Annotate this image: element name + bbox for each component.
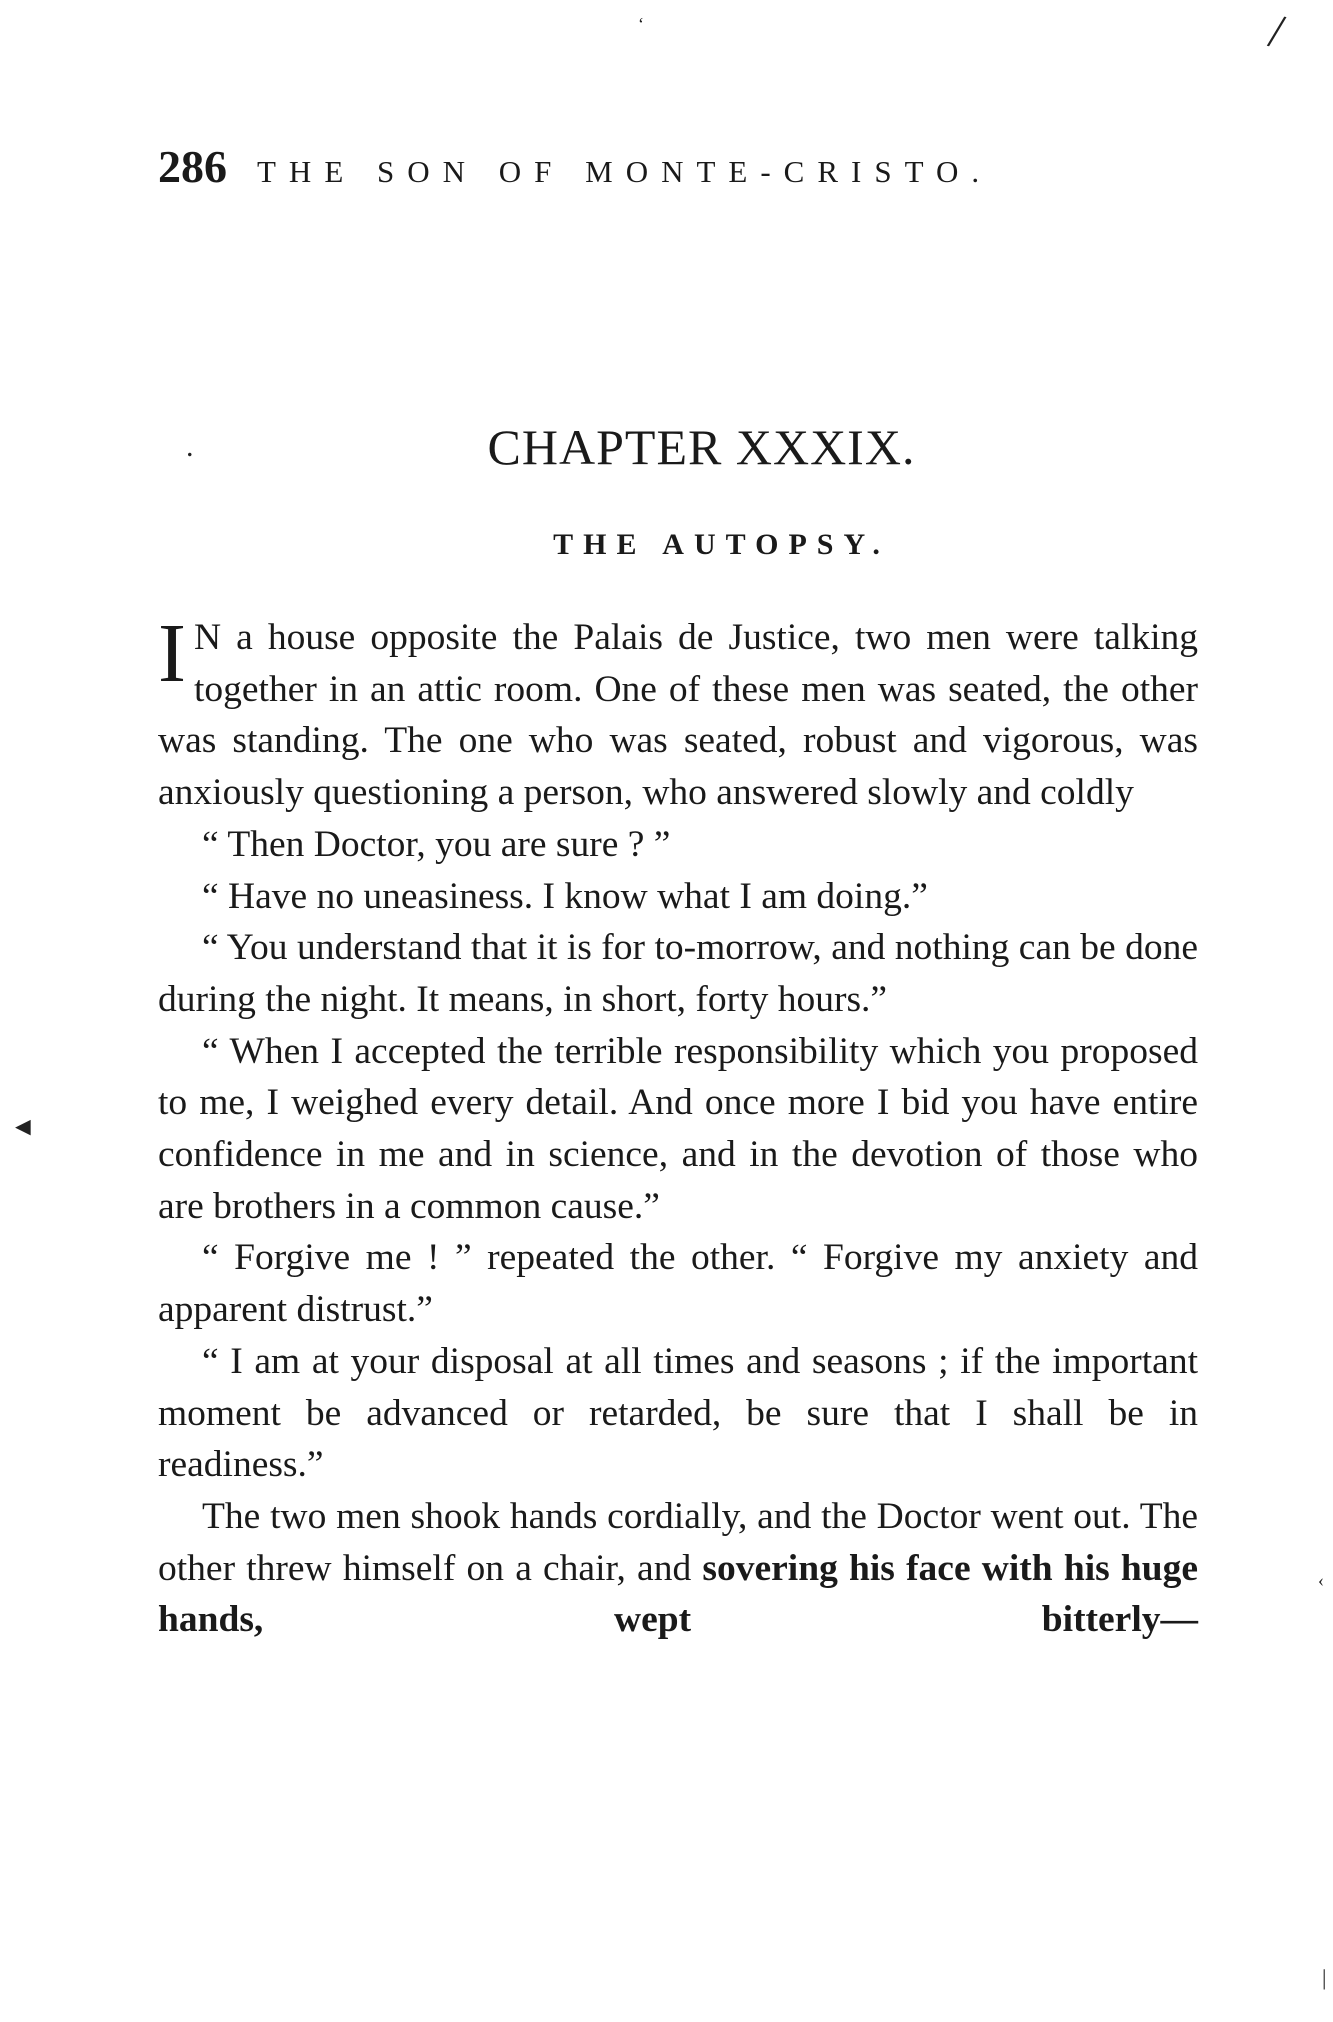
paragraph-5: “ When I accepted the terrible responsibility which you proposed to me, I weighed every detail. And once more I bid you have entire confidence in me and in science, and in the devotion of those who are brothers in a common cause.” (158, 1030, 1198, 1227)
scan-mark-top: ‘ (638, 14, 644, 34)
paragraph-7: “ I am at your disposal at all times and seasons ; if the important moment be advanced or retarded, be sure that I shall be in readiness.” (158, 1340, 1198, 1486)
scan-mark-bottom: | (1322, 1965, 1327, 1990)
running-head (158, 140, 1208, 200)
chapter-body (158, 607, 1199, 1646)
paragraph-3: “ Have no uneasiness. I know what I am doing.” (202, 875, 928, 917)
paragraph-text: N a house opposite the Palais de Justice, two men were talking together in an attic room. One of these men was seated, the other was standing. The one who was seated, robust and vigorous, was anxiously questioning a person, who answered slowly and coldly (158, 617, 1198, 814)
scan-mark-right: ‹ (1318, 1570, 1324, 1590)
chapter-heading: CHAPTER XXXIX. (487, 419, 916, 475)
paragraph-text: The two men shook hands cordially, and the Doctor went out. The other threw himself on a chair, and (158, 1495, 1198, 1589)
scan-mark-corner: / (1264, 4, 1289, 59)
paragraph-2: “ Then Doctor, you are sure ? ” (202, 823, 671, 865)
scan-mark-left: ◄ (10, 1112, 36, 1141)
drop-cap: I (158, 607, 186, 700)
paragraph-8 (158, 1491, 1198, 1646)
chapter-subtitle: THE AUTOPSY. (553, 528, 890, 561)
page-number: 286 (158, 141, 227, 192)
paragraph-4: “ You understand that it is for to-morrow, and nothing can be done during the night. It means, in short, forty hours.” (158, 927, 1198, 1020)
scan-mark-dot: . (186, 430, 194, 463)
book-title: THE SON OF MONTE-CRISTO. (257, 154, 993, 189)
paragraph-bold-tail: sovering his face with his huge hands, wept bitterly— (158, 1547, 1199, 1641)
paragraph-6: “ Forgive me ! ” repeated the other. “ Forgive my anxiety and apparent distrust.” (158, 1237, 1198, 1331)
paragraph-1 (158, 607, 1198, 819)
